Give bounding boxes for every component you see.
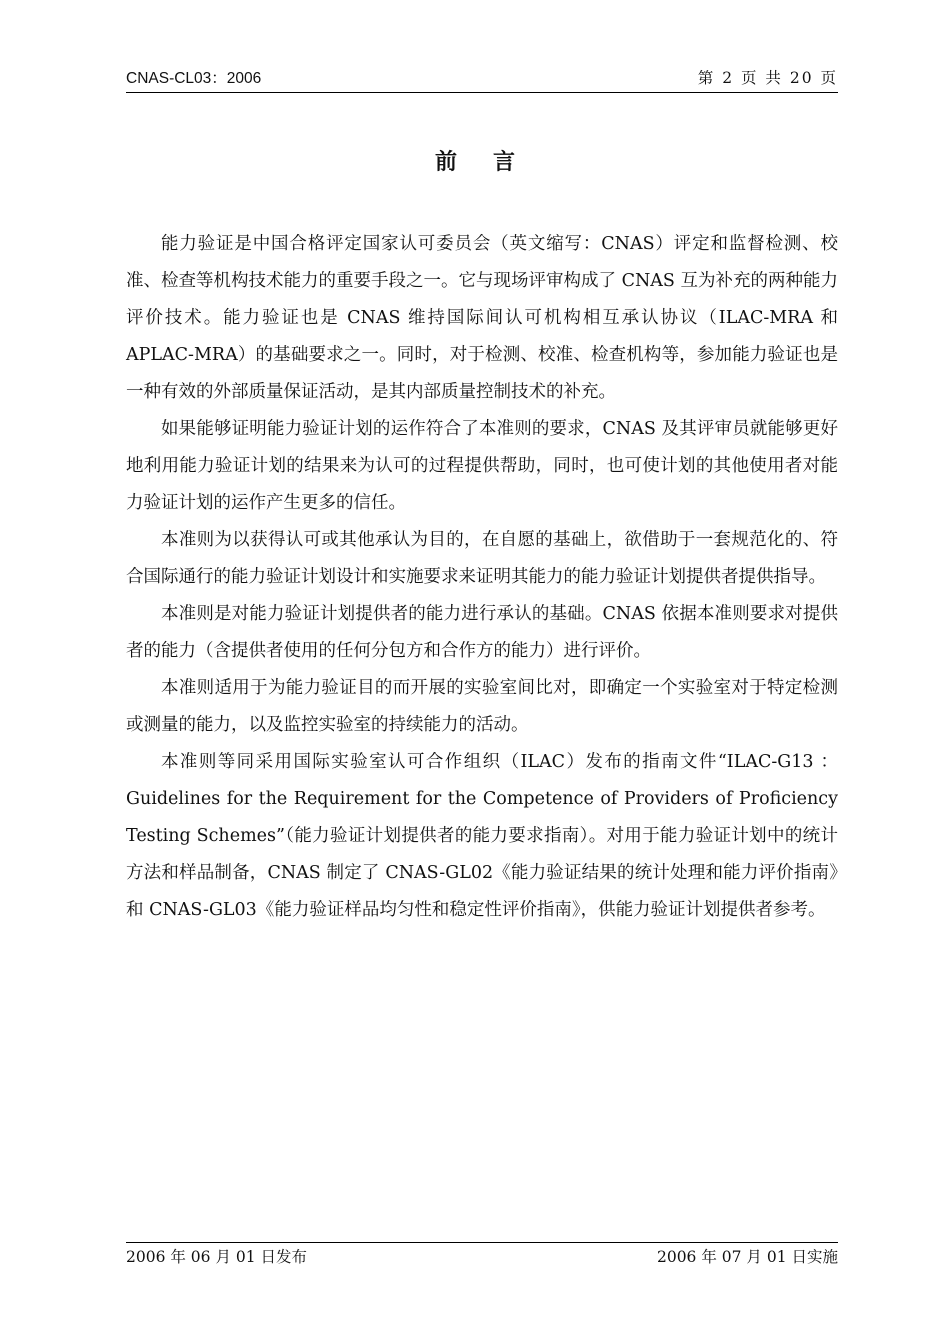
page-footer (126, 1242, 838, 1271)
paragraph-1: 能力验证是中国合格评定国家认可委员会（英文缩写：CNAS）评定和监督检测、校准、检查等机构技术能力的重要手段之一。它与现场评审构成了 CNAS 互为补充的两种能力评价技术。能力验证也是 CNAS 维持国际间认可机构相互承认协议（ILAC-MRA 和 APLAC-MRA）的基础要求之一。同时，对于检测、校准、检查机构等，参加能力验证也是一种有效的外部质量保证活动，是其内部质量控制技术的补充。 (126, 234, 838, 402)
paragraph-4: 本准则是对能力验证计划提供者的能力进行承认的基础。CNAS 依据本准则要求对提供者的能力（含提供者使用的任何分包方和合作方的能力）进行评价。 (126, 604, 838, 661)
paragraph-5: 本准则适用于为能力验证目的而开展的实验室间比对，即确定一个实验室对于特定检测或测量的能力，以及监控实验室的持续能力的活动。 (126, 678, 838, 735)
document-body (126, 226, 838, 929)
document-code: CNAS-CL03：2006 (126, 70, 262, 87)
paragraph-2: 如果能够证明能力验证计划的运作符合了本准则的要求，CNAS 及其评审员就能够更好地利用能力验证计划的结果来为认可的过程提供帮助，同时，也可使计划的其他使用者对能力验证计划的运作产生更多的信任。 (126, 419, 838, 513)
publish-date: 2006 年 06 月 01 日发布 (126, 1248, 308, 1266)
page-title: 前言 (434, 149, 551, 175)
paragraph-6: 本准则等同采用国际实验室认可合作组织（ILAC）发布的指南文件“ILAC-G13 ：Guidelines for the Requirement for the Competence of Providers of Proficiency Testing Schemes”（能力验证计划提供者的能力要求指南）。对用于能力验证计划中的统计方法和样品制备，CNAS 制定了 CNAS-GL02《能力验证结果的统计处理和能力评价指南》和 CNAS-GL03《能力验证样品均匀性和稳定性评价指南》，供能力验证计划提供者参考。 (126, 752, 838, 920)
paragraph-3: 本准则为以获得认可或其他承认为目的，在自愿的基础上，欲借助于一套规范化的、符合国际通行的能力验证计划设计和实施要求来证明其能力的能力验证计划提供者提供指导。 (126, 530, 838, 587)
page-number: 第 2 页 共 20 页 (697, 69, 838, 87)
page-header (126, 66, 838, 93)
effective-date: 2006 年 07 月 01 日实施 (656, 1248, 838, 1266)
